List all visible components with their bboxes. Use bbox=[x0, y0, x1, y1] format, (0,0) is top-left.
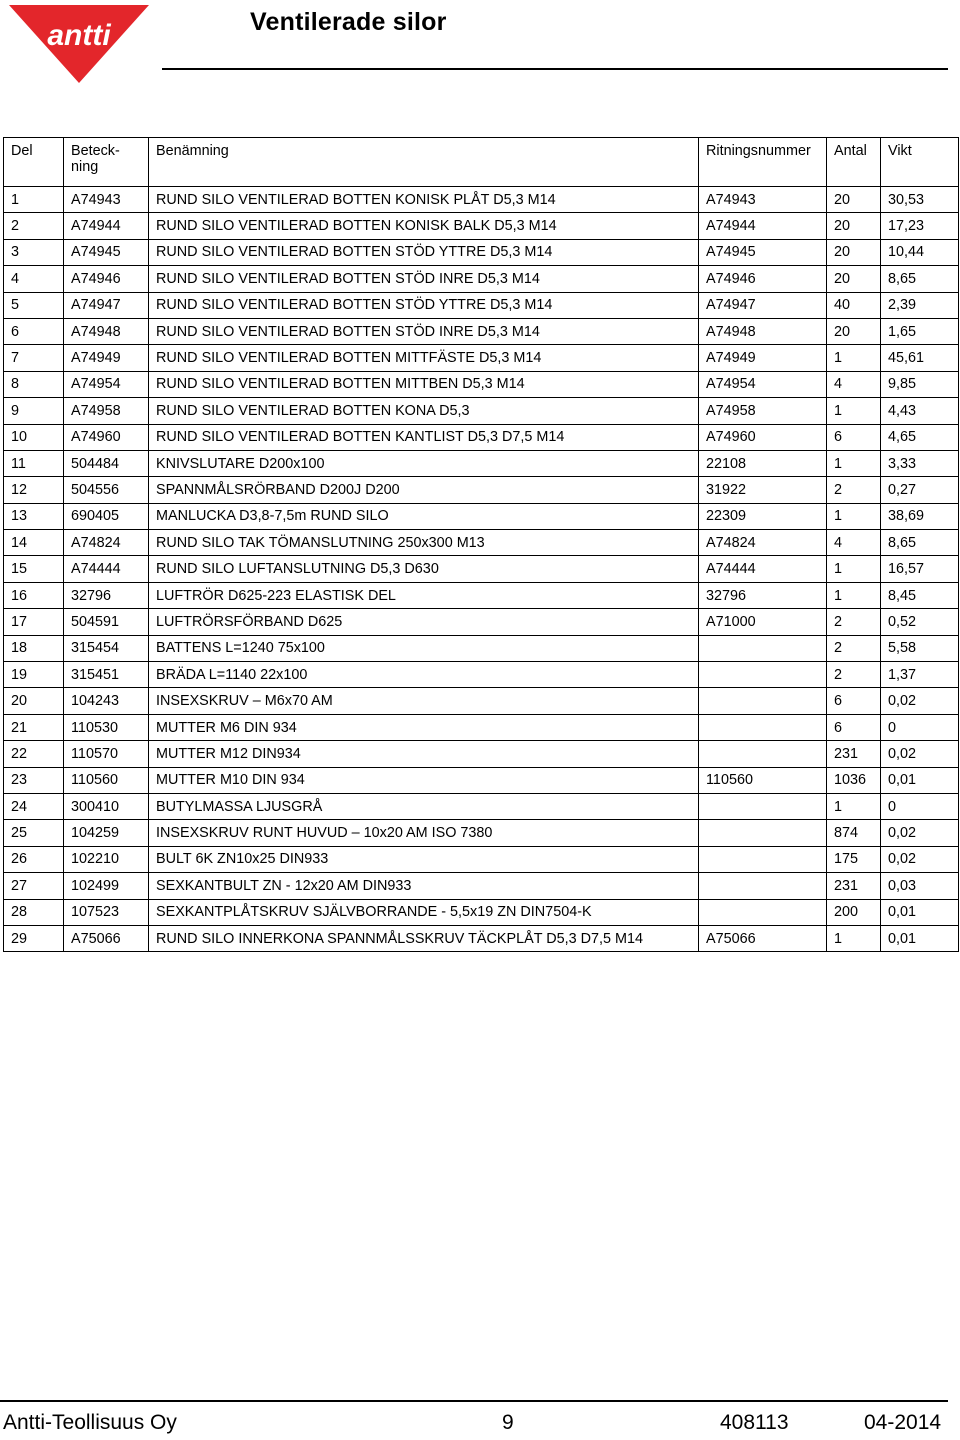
cell-ritningsnummer bbox=[699, 714, 827, 740]
cell-ritningsnummer: A74444 bbox=[699, 556, 827, 582]
cell-benamning: SEXKANTPLÅTSKRUV SJÄLVBORRANDE - 5,5x19 ZN DIN7504-K bbox=[149, 899, 699, 925]
cell-del: 7 bbox=[4, 345, 64, 371]
cell-vikt: 0,02 bbox=[881, 741, 959, 767]
cell-benamning: RUND SILO VENTILERAD BOTTEN MITTBEN D5,3 M14 bbox=[149, 371, 699, 397]
cell-benamning: INSEXSKRUV RUNT HUVUD – 10x20 AM ISO 7380 bbox=[149, 820, 699, 846]
cell-benamning: RUND SILO VENTILERAD BOTTEN KANTLIST D5,3 D7,5 M14 bbox=[149, 424, 699, 450]
cell-vikt: 8,65 bbox=[881, 530, 959, 556]
cell-beteckning: 690405 bbox=[64, 503, 149, 529]
cell-del: 2 bbox=[4, 213, 64, 239]
cell-benamning: RUND SILO VENTILERAD BOTTEN KONA D5,3 bbox=[149, 398, 699, 424]
cell-antal: 2 bbox=[827, 635, 881, 661]
cell-vikt: 0,27 bbox=[881, 477, 959, 503]
cell-del: 9 bbox=[4, 398, 64, 424]
cell-antal: 40 bbox=[827, 292, 881, 318]
cell-ritningsnummer: A71000 bbox=[699, 609, 827, 635]
cell-beteckning: A74960 bbox=[64, 424, 149, 450]
cell-del: 24 bbox=[4, 793, 64, 819]
table-row bbox=[4, 820, 959, 846]
cell-del: 21 bbox=[4, 714, 64, 740]
footer-divider bbox=[0, 1400, 948, 1402]
cell-benamning: KNIVSLUTARE D200x100 bbox=[149, 450, 699, 476]
cell-beteckning: 315451 bbox=[64, 662, 149, 688]
cell-ritningsnummer: A74824 bbox=[699, 530, 827, 556]
cell-benamning: MANLUCKA D3,8-7,5m RUND SILO bbox=[149, 503, 699, 529]
cell-benamning: RUND SILO INNERKONA SPANNMÅLSSKRUV TÄCKPLÅT D5,3 D7,5 M14 bbox=[149, 925, 699, 951]
table-row bbox=[4, 793, 959, 819]
cell-antal: 200 bbox=[827, 899, 881, 925]
cell-beteckning: 104259 bbox=[64, 820, 149, 846]
footer-company: Antti-Teollisuus Oy bbox=[3, 1411, 177, 1434]
cell-del: 16 bbox=[4, 582, 64, 608]
cell-antal: 6 bbox=[827, 688, 881, 714]
cell-vikt: 2,39 bbox=[881, 292, 959, 318]
cell-vikt: 17,23 bbox=[881, 213, 959, 239]
cell-antal: 1036 bbox=[827, 767, 881, 793]
cell-beteckning: A74945 bbox=[64, 239, 149, 265]
cell-del: 4 bbox=[4, 266, 64, 292]
col-header-beteckning-line1: Beteck- bbox=[71, 143, 120, 159]
cell-ritningsnummer bbox=[699, 741, 827, 767]
cell-ritningsnummer: 110560 bbox=[699, 767, 827, 793]
cell-del: 11 bbox=[4, 450, 64, 476]
col-header-antal: Antal bbox=[827, 138, 881, 187]
cell-antal: 1 bbox=[827, 582, 881, 608]
table-row bbox=[4, 688, 959, 714]
cell-benamning: BATTENS L=1240 75x100 bbox=[149, 635, 699, 661]
col-header-ritningsnummer: Ritningsnummer bbox=[699, 138, 827, 187]
table-row bbox=[4, 873, 959, 899]
cell-benamning: RUND SILO VENTILERAD BOTTEN STÖD INRE D5,3 M14 bbox=[149, 318, 699, 344]
table-row bbox=[4, 846, 959, 872]
cell-ritningsnummer: A74960 bbox=[699, 424, 827, 450]
table-row bbox=[4, 239, 959, 265]
cell-beteckning: 104243 bbox=[64, 688, 149, 714]
table-row bbox=[4, 477, 959, 503]
cell-beteckning: A75066 bbox=[64, 925, 149, 951]
cell-antal: 1 bbox=[827, 793, 881, 819]
col-header-del: Del bbox=[4, 138, 64, 187]
cell-antal: 20 bbox=[827, 213, 881, 239]
cell-vikt: 8,65 bbox=[881, 266, 959, 292]
logo-text: antti bbox=[47, 19, 111, 52]
cell-beteckning: A74943 bbox=[64, 187, 149, 213]
cell-beteckning: 107523 bbox=[64, 899, 149, 925]
cell-del: 17 bbox=[4, 609, 64, 635]
cell-benamning: RUND SILO VENTILERAD BOTTEN MITTFÄSTE D5,3 M14 bbox=[149, 345, 699, 371]
cell-vikt: 3,33 bbox=[881, 450, 959, 476]
cell-beteckning: A74944 bbox=[64, 213, 149, 239]
cell-vikt: 30,53 bbox=[881, 187, 959, 213]
cell-vikt: 0,02 bbox=[881, 688, 959, 714]
col-header-vikt: Vikt bbox=[881, 138, 959, 187]
cell-ritningsnummer bbox=[699, 899, 827, 925]
cell-antal: 20 bbox=[827, 318, 881, 344]
cell-antal: 6 bbox=[827, 714, 881, 740]
cell-beteckning: A74444 bbox=[64, 556, 149, 582]
cell-beteckning: 102499 bbox=[64, 873, 149, 899]
cell-del: 13 bbox=[4, 503, 64, 529]
cell-beteckning: A74958 bbox=[64, 398, 149, 424]
cell-del: 20 bbox=[4, 688, 64, 714]
cell-beteckning: A74824 bbox=[64, 530, 149, 556]
cell-beteckning: A74947 bbox=[64, 292, 149, 318]
table-row bbox=[4, 767, 959, 793]
cell-vikt: 1,65 bbox=[881, 318, 959, 344]
cell-del: 27 bbox=[4, 873, 64, 899]
table-row bbox=[4, 398, 959, 424]
cell-antal: 175 bbox=[827, 846, 881, 872]
table-row bbox=[4, 345, 959, 371]
cell-ritningsnummer: A74943 bbox=[699, 187, 827, 213]
antti-logo bbox=[9, 5, 149, 83]
cell-beteckning: 504591 bbox=[64, 609, 149, 635]
cell-benamning: LUFTRÖR D625-223 ELASTISK DEL bbox=[149, 582, 699, 608]
cell-beteckning: 315454 bbox=[64, 635, 149, 661]
cell-ritningsnummer: A74947 bbox=[699, 292, 827, 318]
cell-del: 5 bbox=[4, 292, 64, 318]
cell-del: 8 bbox=[4, 371, 64, 397]
table-row bbox=[4, 714, 959, 740]
cell-benamning: LUFTRÖRSFÖRBAND D625 bbox=[149, 609, 699, 635]
cell-benamning: BUTYLMASSA LJUSGRÅ bbox=[149, 793, 699, 819]
cell-benamning: MUTTER M10 DIN 934 bbox=[149, 767, 699, 793]
table-row bbox=[4, 450, 959, 476]
cell-benamning: MUTTER M6 DIN 934 bbox=[149, 714, 699, 740]
cell-del: 19 bbox=[4, 662, 64, 688]
cell-vikt: 0,03 bbox=[881, 873, 959, 899]
cell-del: 28 bbox=[4, 899, 64, 925]
cell-vikt: 0 bbox=[881, 793, 959, 819]
cell-antal: 1 bbox=[827, 556, 881, 582]
cell-vikt: 0,52 bbox=[881, 609, 959, 635]
cell-del: 6 bbox=[4, 318, 64, 344]
cell-beteckning: 110570 bbox=[64, 741, 149, 767]
cell-ritningsnummer: A74945 bbox=[699, 239, 827, 265]
cell-del: 22 bbox=[4, 741, 64, 767]
cell-ritningsnummer: 31922 bbox=[699, 477, 827, 503]
cell-beteckning: 300410 bbox=[64, 793, 149, 819]
cell-benamning: SEXKANTBULT ZN - 12x20 AM DIN933 bbox=[149, 873, 699, 899]
cell-antal: 231 bbox=[827, 873, 881, 899]
cell-vikt: 45,61 bbox=[881, 345, 959, 371]
cell-ritningsnummer bbox=[699, 873, 827, 899]
cell-vikt: 8,45 bbox=[881, 582, 959, 608]
footer-doc-number: 408113 bbox=[720, 1411, 789, 1434]
cell-benamning: MUTTER M12 DIN934 bbox=[149, 741, 699, 767]
cell-antal: 20 bbox=[827, 239, 881, 265]
table-row bbox=[4, 266, 959, 292]
cell-vikt: 1,37 bbox=[881, 662, 959, 688]
cell-benamning: RUND SILO VENTILERAD BOTTEN KONISK BALK D5,3 M14 bbox=[149, 213, 699, 239]
cell-vikt: 0 bbox=[881, 714, 959, 740]
table-row bbox=[4, 213, 959, 239]
table-row bbox=[4, 741, 959, 767]
cell-del: 18 bbox=[4, 635, 64, 661]
cell-antal: 4 bbox=[827, 530, 881, 556]
cell-del: 1 bbox=[4, 187, 64, 213]
cell-vikt: 4,65 bbox=[881, 424, 959, 450]
cell-ritningsnummer bbox=[699, 662, 827, 688]
cell-antal: 20 bbox=[827, 266, 881, 292]
cell-ritningsnummer bbox=[699, 793, 827, 819]
cell-ritningsnummer: 32796 bbox=[699, 582, 827, 608]
col-header-benamning: Benämning bbox=[149, 138, 699, 187]
cell-antal: 1 bbox=[827, 925, 881, 951]
cell-ritningsnummer: A74954 bbox=[699, 371, 827, 397]
cell-ritningsnummer bbox=[699, 688, 827, 714]
cell-beteckning: 504556 bbox=[64, 477, 149, 503]
cell-vikt: 0,01 bbox=[881, 925, 959, 951]
cell-ritningsnummer: A74944 bbox=[699, 213, 827, 239]
parts-table bbox=[3, 137, 959, 952]
cell-vikt: 38,69 bbox=[881, 503, 959, 529]
cell-antal: 874 bbox=[827, 820, 881, 846]
cell-antal: 2 bbox=[827, 609, 881, 635]
cell-ritningsnummer: 22309 bbox=[699, 503, 827, 529]
cell-ritningsnummer: A74948 bbox=[699, 318, 827, 344]
cell-del: 14 bbox=[4, 530, 64, 556]
cell-del: 10 bbox=[4, 424, 64, 450]
table-row bbox=[4, 925, 959, 951]
table-row bbox=[4, 609, 959, 635]
cell-beteckning: 504484 bbox=[64, 450, 149, 476]
col-header-beteckning bbox=[64, 138, 149, 187]
cell-vikt: 16,57 bbox=[881, 556, 959, 582]
cell-benamning: RUND SILO VENTILERAD BOTTEN STÖD YTTRE D5,3 M14 bbox=[149, 239, 699, 265]
cell-benamning: RUND SILO VENTILERAD BOTTEN STÖD YTTRE D5,3 M14 bbox=[149, 292, 699, 318]
cell-del: 23 bbox=[4, 767, 64, 793]
cell-del: 3 bbox=[4, 239, 64, 265]
cell-benamning: RUND SILO VENTILERAD BOTTEN KONISK PLÅT D5,3 M14 bbox=[149, 187, 699, 213]
cell-antal: 2 bbox=[827, 477, 881, 503]
cell-ritningsnummer bbox=[699, 846, 827, 872]
page-title: Ventilerade silor bbox=[250, 8, 447, 36]
cell-antal: 1 bbox=[827, 345, 881, 371]
cell-benamning: BULT 6K ZN10x25 DIN933 bbox=[149, 846, 699, 872]
table-header-row bbox=[4, 138, 959, 187]
table-row bbox=[4, 292, 959, 318]
table-row bbox=[4, 662, 959, 688]
cell-beteckning: A74946 bbox=[64, 266, 149, 292]
table-row bbox=[4, 635, 959, 661]
cell-beteckning: 32796 bbox=[64, 582, 149, 608]
cell-del: 29 bbox=[4, 925, 64, 951]
table-row bbox=[4, 371, 959, 397]
cell-beteckning: 110560 bbox=[64, 767, 149, 793]
cell-del: 12 bbox=[4, 477, 64, 503]
cell-antal: 6 bbox=[827, 424, 881, 450]
cell-beteckning: A74949 bbox=[64, 345, 149, 371]
cell-beteckning: A74954 bbox=[64, 371, 149, 397]
table-row bbox=[4, 503, 959, 529]
cell-vikt: 0,02 bbox=[881, 846, 959, 872]
cell-ritningsnummer: 22108 bbox=[699, 450, 827, 476]
cell-ritningsnummer: A74946 bbox=[699, 266, 827, 292]
col-header-beteckning-line2: ning bbox=[71, 159, 99, 175]
table-row bbox=[4, 318, 959, 344]
cell-vikt: 10,44 bbox=[881, 239, 959, 265]
footer-date: 04-2014 bbox=[864, 1411, 942, 1434]
cell-benamning: SPANNMÅLSRÖRBAND D200J D200 bbox=[149, 477, 699, 503]
cell-antal: 2 bbox=[827, 662, 881, 688]
cell-antal: 4 bbox=[827, 371, 881, 397]
header-divider bbox=[162, 68, 948, 70]
cell-antal: 20 bbox=[827, 187, 881, 213]
table-row bbox=[4, 582, 959, 608]
cell-antal: 1 bbox=[827, 398, 881, 424]
cell-beteckning: 102210 bbox=[64, 846, 149, 872]
cell-benamning: RUND SILO TAK TÖMANSLUTNING 250x300 M13 bbox=[149, 530, 699, 556]
cell-benamning: BRÄDA L=1140 22x100 bbox=[149, 662, 699, 688]
cell-antal: 1 bbox=[827, 503, 881, 529]
cell-benamning: RUND SILO LUFTANSLUTNING D5,3 D630 bbox=[149, 556, 699, 582]
cell-antal: 1 bbox=[827, 450, 881, 476]
cell-ritningsnummer: A74958 bbox=[699, 398, 827, 424]
table-row bbox=[4, 899, 959, 925]
footer-page-number: 9 bbox=[502, 1411, 514, 1434]
cell-vikt: 9,85 bbox=[881, 371, 959, 397]
cell-benamning: RUND SILO VENTILERAD BOTTEN STÖD INRE D5,3 M14 bbox=[149, 266, 699, 292]
cell-ritningsnummer: A75066 bbox=[699, 925, 827, 951]
cell-antal: 231 bbox=[827, 741, 881, 767]
cell-vikt: 5,58 bbox=[881, 635, 959, 661]
cell-ritningsnummer: A74949 bbox=[699, 345, 827, 371]
cell-del: 26 bbox=[4, 846, 64, 872]
cell-benamning: INSEXSKRUV – M6x70 AM bbox=[149, 688, 699, 714]
table-row bbox=[4, 556, 959, 582]
cell-del: 15 bbox=[4, 556, 64, 582]
cell-ritningsnummer bbox=[699, 820, 827, 846]
table-body bbox=[4, 187, 959, 952]
cell-vikt: 0,01 bbox=[881, 767, 959, 793]
cell-del: 25 bbox=[4, 820, 64, 846]
cell-vikt: 0,02 bbox=[881, 820, 959, 846]
cell-beteckning: 110530 bbox=[64, 714, 149, 740]
table-row bbox=[4, 187, 959, 213]
cell-ritningsnummer bbox=[699, 635, 827, 661]
cell-vikt: 4,43 bbox=[881, 398, 959, 424]
table-row bbox=[4, 424, 959, 450]
table-row bbox=[4, 530, 959, 556]
cell-vikt: 0,01 bbox=[881, 899, 959, 925]
cell-beteckning: A74948 bbox=[64, 318, 149, 344]
